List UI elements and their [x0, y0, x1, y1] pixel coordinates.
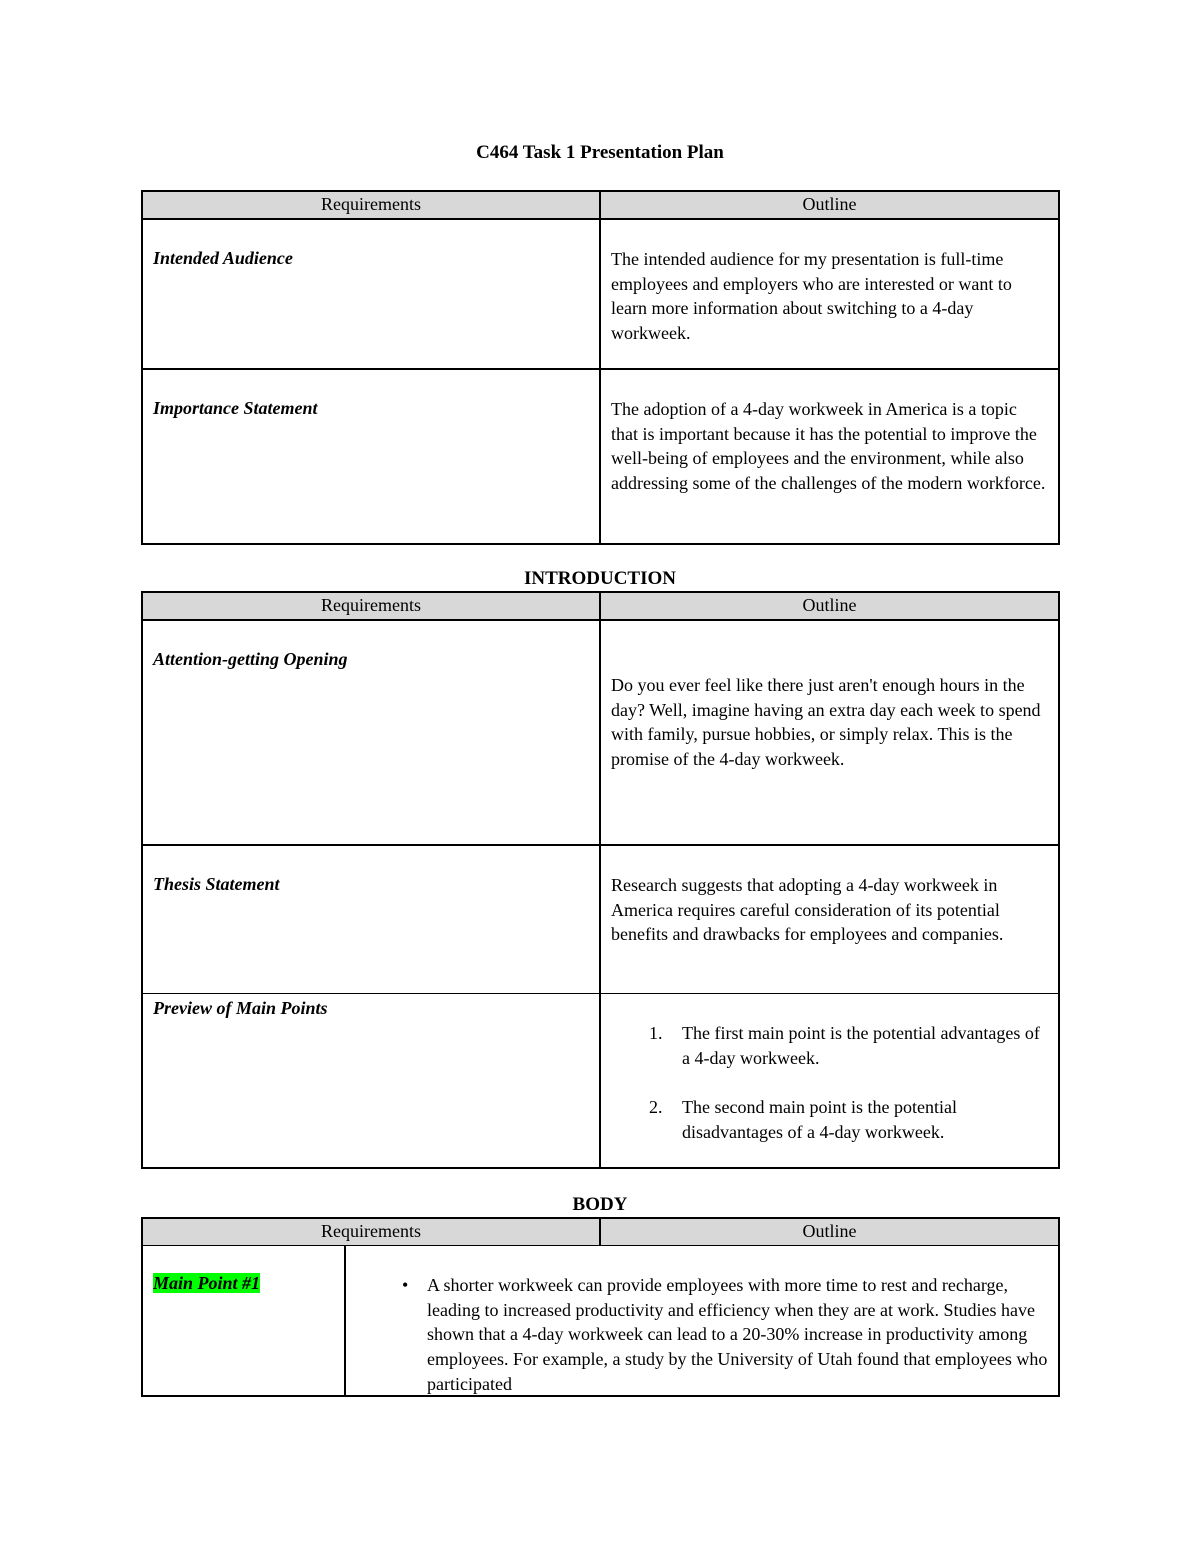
outline-text-thesis-statement: Research suggests that adopting a 4-day workweek in America requires careful consideration of its potential benefits and drawbacks for employees and companies. [611, 875, 1004, 945]
table-header-row [143, 593, 1058, 619]
list-item-text: The first main point is the potential advantages of a 4-day workweek. [682, 1023, 1040, 1068]
introduction-table [141, 591, 1060, 1169]
table-header-row [143, 192, 1058, 218]
table-row [143, 218, 1058, 368]
header-requirements: Requirements [143, 593, 601, 619]
requirement-label-importance-statement: Importance Statement [153, 398, 318, 418]
list-item [356, 1273, 1048, 1397]
main-points-list [611, 1021, 1048, 1145]
section-heading-body: BODY [572, 1194, 628, 1215]
outline-text-attention-opening: Do you ever feel like there just aren't enough hours in the day? Well, imagine having an extra day each week to spend with family, pursue hobbies, or simply relax. This is the promise of the 4-day workweek. [611, 675, 1041, 770]
table-row [143, 1245, 1058, 1395]
list-number: 1. [649, 1023, 663, 1043]
list-item-text: A shorter workweek can provide employees with more time to rest and recharge, leading to increased productivity and efficiency when they are at work. Studies have shown that a 4-day workweek can lead to a 20-30% increase in productivity among employees. For example, a study by the University of Utah found that employees who participated [427, 1275, 1048, 1394]
table-row [143, 844, 1058, 993]
document-title: C464 Task 1 Presentation Plan [476, 142, 724, 163]
header-requirements: Requirements [143, 1219, 601, 1245]
header-outline: Outline [802, 1221, 857, 1241]
header-outline: Outline [802, 595, 857, 615]
list-number: 2. [649, 1097, 663, 1118]
table-header-row [143, 1219, 1058, 1245]
outline-text-intended-audience: The intended audience for my presentation is full-time employees and employers who are interested or want to learn more information about switching to a 4-day workweek. [611, 249, 1012, 344]
outline-text-importance-statement: The adoption of a 4-day workweek in America is a topic that is important because it has the potential to improve the well-being of employees and the environment, while also addressing some of the challenges of the modern workforce. [611, 399, 1046, 494]
list-item [611, 1095, 1048, 1144]
main-point-1-bullets [356, 1273, 1048, 1397]
requirement-label-attention-opening: Attention-getting Opening [153, 649, 348, 669]
table-row [143, 619, 1058, 844]
requirement-label-preview-main-points: Preview of Main Points [153, 998, 328, 1018]
bullet-icon: • [402, 1275, 409, 1295]
list-item [611, 1021, 1048, 1070]
requirement-label-thesis-statement: Thesis Statement [153, 874, 280, 894]
table-row [143, 993, 1058, 1167]
body-table [141, 1217, 1060, 1397]
list-item-text: The second main point is the potential disadvantages of a 4-day workweek. [682, 1097, 957, 1143]
header-requirements: Requirements [143, 192, 601, 218]
section-heading-introduction: INTRODUCTION [523, 568, 677, 589]
requirement-label-main-point-1: Main Point #1 [153, 1273, 261, 1293]
requirement-label-intended-audience: Intended Audience [153, 248, 293, 268]
header-outline: Outline [802, 194, 857, 214]
overview-table [141, 190, 1060, 545]
table-row [143, 368, 1058, 543]
